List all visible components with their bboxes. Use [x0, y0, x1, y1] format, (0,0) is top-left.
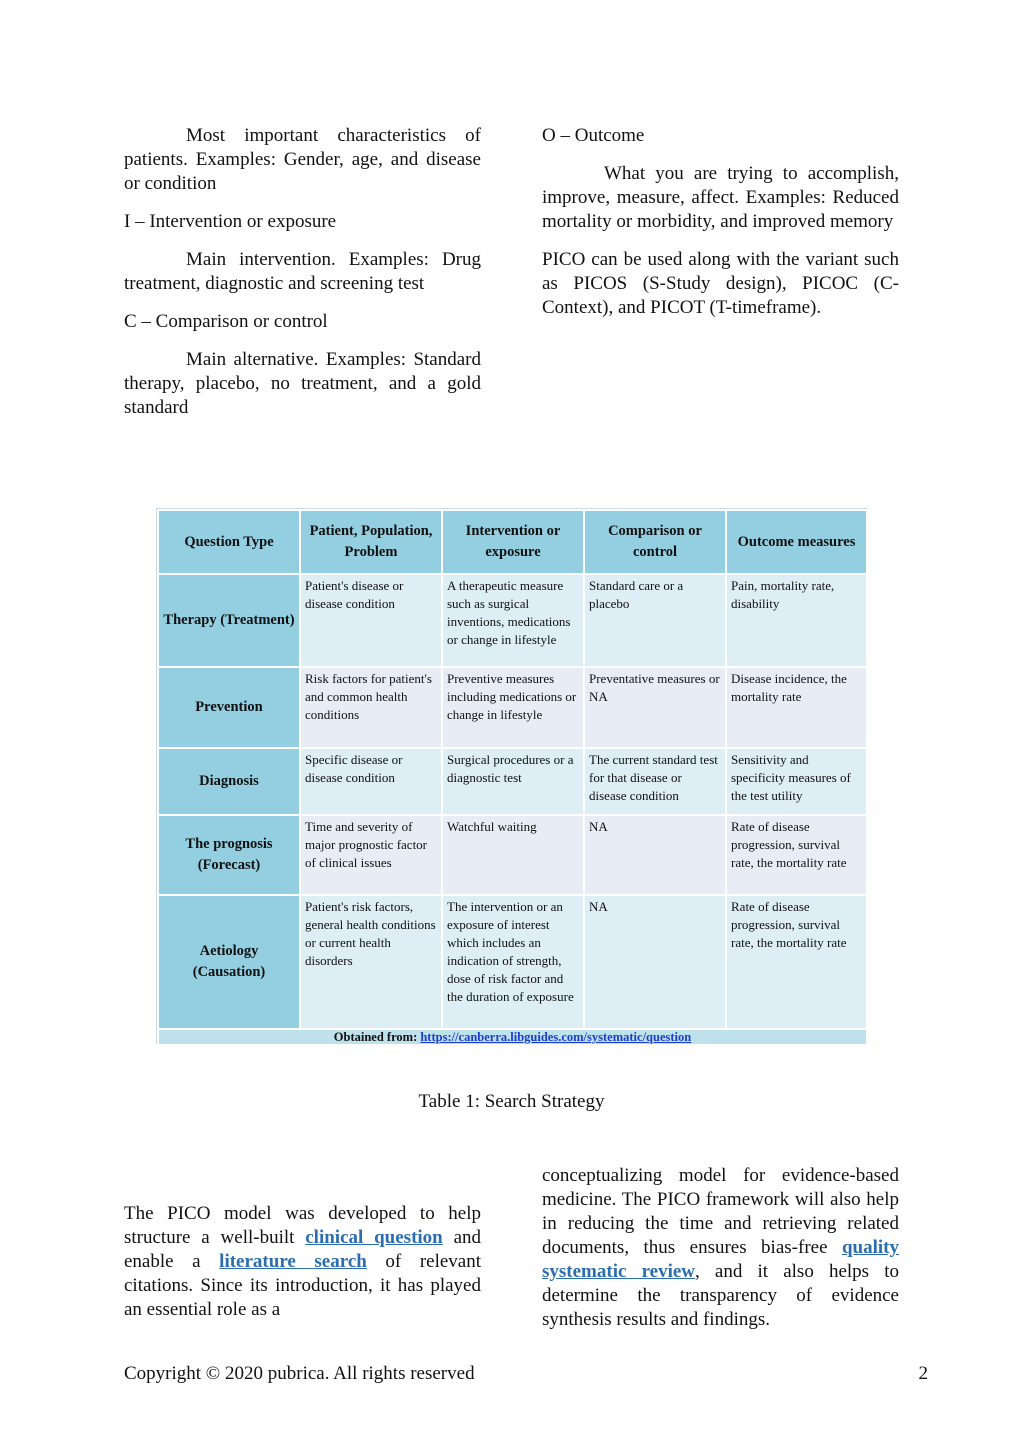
row-question-type: Prevention	[158, 667, 300, 748]
header-question-type: Question Type	[158, 510, 300, 574]
table-cell: A therapeutic measure such as surgical inventions, medications or change in lifestyle	[442, 574, 584, 667]
left-column-top	[124, 124, 481, 434]
text-run: conceptualizing model for evidence-based medicine. The PICO framework will also help in reducing the time and retrieving related documents, thus ensures bias-free	[542, 1165, 899, 1258]
table-row	[158, 895, 867, 1029]
row-question-type: Therapy (Treatment)	[158, 574, 300, 667]
table-source	[158, 1029, 867, 1045]
table-cell: Preventative measures or NA	[584, 667, 726, 748]
literature-search-link[interactable]: literature search	[219, 1251, 367, 1272]
table-header-row	[158, 510, 867, 574]
table-cell: Patient's disease or disease condition	[300, 574, 442, 667]
table-cell: NA	[584, 815, 726, 895]
table-row	[158, 667, 867, 748]
source-label: Obtained from:	[333, 1030, 418, 1044]
row-question-type: Aetiology (Causation)	[158, 895, 300, 1029]
table-cell: The current standard test for that disease or disease condition	[584, 748, 726, 815]
variants-paragraph: PICO can be used along with the variant such as PICOS (S-Study design), PICOC (C-Context), and PICOT (T-timeframe).	[542, 249, 899, 318]
table-cell: Risk factors for patient's and common health conditions	[300, 667, 442, 748]
right-column-bottom	[542, 1164, 899, 1332]
quality-systematic-review-link[interactable]: quality systematic review	[542, 1237, 899, 1282]
table-cell: Standard care or a placebo	[584, 574, 726, 667]
table-row	[158, 748, 867, 815]
table-cell: Surgical procedures or a diagnostic test	[442, 748, 584, 815]
pico-table	[156, 508, 867, 1044]
left-column-bottom	[124, 1202, 481, 1322]
table-cell: Rate of disease progression, survival rate, the mortality rate	[726, 895, 867, 1029]
table-cell: Patient's risk factors, general health conditions or current health disorders	[300, 895, 442, 1029]
header-outcome: Outcome measures	[726, 510, 867, 574]
header-patient: Patient, Population, Problem	[300, 510, 442, 574]
right-column-top	[542, 124, 899, 334]
intervention-heading: I – Intervention or exposure	[124, 211, 337, 232]
intervention-paragraph: Main intervention. Examples: Drug treatment, diagnostic and screening test	[124, 249, 481, 294]
text-run: , and it also helps to determine the transparency of evidence synthesis results and findings.	[542, 1261, 900, 1330]
table-cell: Watchful waiting	[442, 815, 584, 895]
table-footer-row	[158, 1029, 867, 1045]
table-cell: Time and severity of major prognostic factor of clinical issues	[300, 815, 442, 895]
footer-copyright: Copyright © 2020 pubrica. All rights reserved	[124, 1363, 475, 1384]
header-comparison: Comparison or control	[584, 510, 726, 574]
table-cell: Sensitivity and specificity measures of the test utility	[726, 748, 867, 815]
pico-model-paragraph	[124, 1202, 481, 1322]
text-run: of relevant citations. Since its introduction, it has played an essential role as a	[124, 1251, 482, 1320]
table-cell: Pain, mortality rate, disability	[726, 574, 867, 667]
patient-paragraph: Most important characteristics of patients. Examples: Gender, age, and disease or condition	[124, 125, 481, 194]
source-link[interactable]: https://canberra.libguides.com/systematic/question	[420, 1030, 692, 1044]
table-caption: Table 1: Search Strategy	[418, 1091, 605, 1112]
table-row	[158, 815, 867, 895]
table-cell: The intervention or an exposure of interest which includes an indication of strength, dose of risk factor and the duration of exposure	[442, 895, 584, 1029]
table-cell: Rate of disease progression, survival rate, the mortality rate	[726, 815, 867, 895]
table-cell: NA	[584, 895, 726, 1029]
comparison-paragraph: Main alternative. Examples: Standard therapy, placebo, no treatment, and a gold standard	[124, 349, 481, 418]
page-number: 2	[918, 1363, 928, 1384]
pico-table-grid	[157, 509, 868, 1046]
table-cell: Preventive measures including medications or change in lifestyle	[442, 667, 584, 748]
outcome-heading: O – Outcome	[542, 125, 645, 146]
table-cell: Specific disease or disease condition	[300, 748, 442, 815]
outcome-paragraph: What you are trying to accomplish, improve, measure, affect. Examples: Reduced mortality or morbidity, and improved memory	[542, 163, 899, 232]
row-question-type: Diagnosis	[158, 748, 300, 815]
header-intervention: Intervention or exposure	[442, 510, 584, 574]
pico-framework-paragraph	[542, 1164, 899, 1332]
table-row	[158, 574, 867, 667]
text-run: and enable a	[124, 1227, 482, 1272]
clinical-question-link[interactable]: clinical question	[305, 1227, 443, 1248]
table-cell: Disease incidence, the mortality rate	[726, 667, 867, 748]
row-question-type: The prognosis (Forecast)	[158, 815, 300, 895]
text-run: The PICO model was developed to help structure a well-built	[124, 1203, 481, 1248]
comparison-heading: C – Comparison or control	[124, 311, 328, 332]
